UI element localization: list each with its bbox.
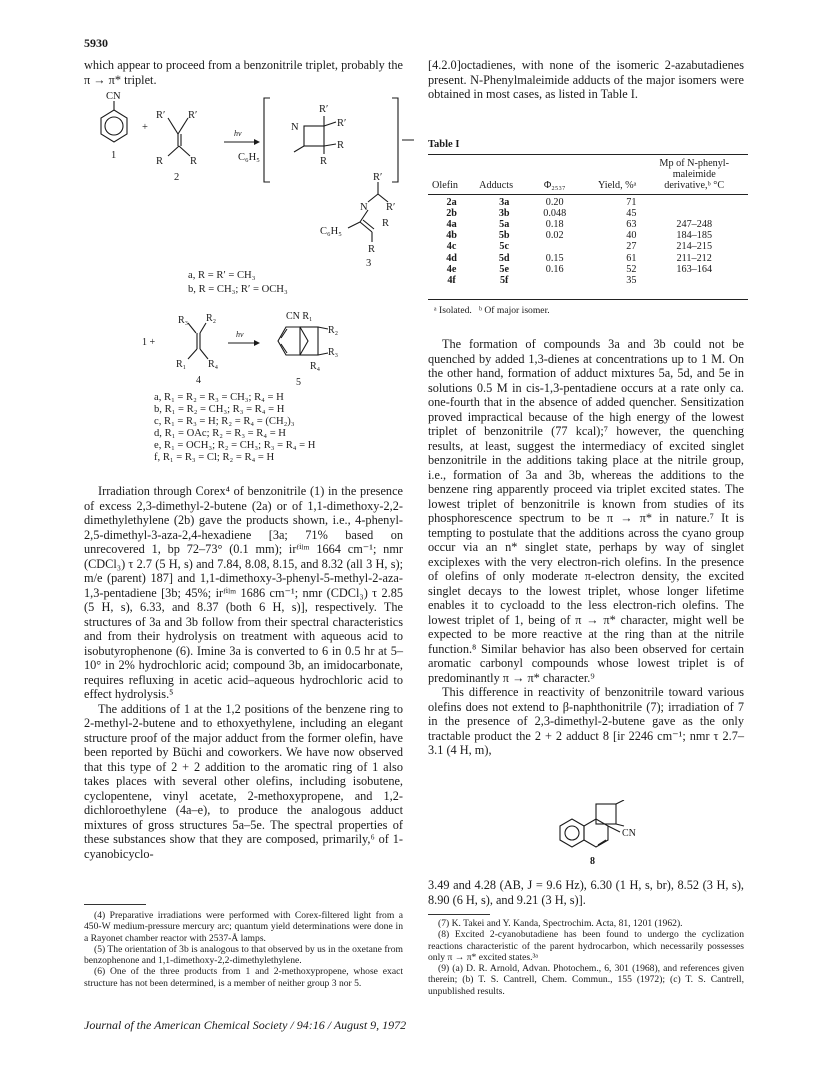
table-top-rule bbox=[428, 154, 748, 155]
left-column-body bbox=[84, 484, 403, 861]
scheme1-cn-label: CN bbox=[106, 91, 121, 102]
r-prime-label: R′ bbox=[188, 110, 198, 121]
journal-footer: Journal of the American Chemical Society / 94:16 / August 9, 1972 bbox=[84, 1018, 407, 1032]
paragraph-nmr-continued: 3.49 and 4.28 (AB, J = 9.6 Hz), 6.30 (1 H, s, br), 8.52 (3 H, s), 8.90 (6 H, s), and 9.21 (3 H, s)]. bbox=[428, 878, 744, 907]
table-row: 2b 3b 0.048 45 bbox=[446, 207, 637, 219]
paragraph-octadienes: [4.2.0]octadienes, with none of the isomeric 2-azabutadienes present. N-Phenylmaleimide adducts of the major isomers were obtained in most cases, as listed in Table I. bbox=[428, 58, 744, 101]
r-prime-label: R′ bbox=[373, 172, 383, 183]
footnote-8: (8) Excited 2-cyanobutadiene has been found to undergo the cyclization reactions characteristic of the parent hydrocarbon, which necessarily possesses only π → π* excited states.³ᵃ bbox=[428, 929, 744, 963]
right-footnotes bbox=[428, 918, 744, 997]
r-label: R bbox=[337, 140, 345, 151]
left-footnote-rule bbox=[84, 904, 146, 905]
cn-r1-label: CN R₁ bbox=[286, 311, 313, 322]
product-3-structure bbox=[320, 170, 410, 270]
page-number: 5930 bbox=[84, 36, 108, 50]
right-column-tail bbox=[428, 878, 744, 907]
n-label: N bbox=[291, 122, 299, 133]
footnote-9: (9) (a) D. R. Arnold, Advan. Photochem., 6, 301 (1968), and references given therein; (b) T. S. Cantrell, Chem. Commun., 155 (1972); (c) T. S. Cantrell, unpublished results. bbox=[428, 963, 744, 997]
left-footnotes bbox=[84, 910, 403, 989]
table-header-mp-2 bbox=[428, 169, 748, 180]
compound-3-label: 3 bbox=[366, 258, 372, 269]
compound-2-label: 2 bbox=[174, 172, 180, 183]
definition-5d: d, R₁ = OAc; R₂ = R₃ = R₄ = H bbox=[154, 428, 286, 439]
r-label: R bbox=[382, 218, 390, 229]
c6h5-label: C₆H₅ bbox=[320, 226, 342, 237]
header-yield: Yield, %ᵃ bbox=[598, 180, 637, 192]
header-mp-line3: derivative,ᵇ °C bbox=[664, 180, 725, 192]
r1-label: R₁ bbox=[176, 359, 187, 370]
compound-1-label: 1 bbox=[111, 150, 117, 161]
reactant-1-plus: 1 + bbox=[142, 337, 156, 348]
table-row: 2a 3a 0.20 71 bbox=[446, 196, 637, 208]
paragraph-naphthonitrile: This difference in reactivity of benzonitrile toward various olefins does not extend to β-naphthonitrile (7); irradiation of 7 in the presence of 2,3-dimethyl-2-butene gave as the only tractable product the 2 + 2 adduct 8 [ir 2246 cm⁻¹; nmr τ 2.7–3.1 (4 H, m), bbox=[428, 685, 744, 757]
cn-label: CN bbox=[622, 828, 636, 839]
table-row: 4a 5a 0.18 63 247–248 bbox=[446, 219, 713, 231]
definition-5e: e, R₁ = OCH₃; R₂ = CH₃; R₃ = R₄ = H bbox=[154, 440, 316, 451]
definition-5b: b, R₁ = R₂ = CH₃; R₃ = R₄ = H bbox=[154, 404, 285, 415]
r3-label: R₃ bbox=[328, 347, 339, 358]
hv-label: hν bbox=[236, 330, 244, 339]
table-footnote: ᵃ Isolated. ᵇ Of major isomer. bbox=[434, 305, 550, 316]
r-label: R bbox=[320, 156, 328, 167]
header-mp-line1: Mp of N-phenyl- bbox=[659, 158, 730, 169]
paragraph-quenching: The formation of compounds 3a and 3b could not be quenched by added 1,3-dienes at concentrations up to 1 M. On the other hand, formation of adduct mixtures 5a, 5d, and 5e in solutions 0.5 M in cis-1,3-pentadiene occurs at a rate only ca. one-fourth that in the absence of added quencher. Sensitization proved impractical because of the high energy of the lowest triplet of benzonitrile (77 kcal);⁷ however, the quenching results, at least, suggest the intermediacy of excited singlet benzonitrile in the additions taking place at the nitrile group, i.e., formation of 3a and 3b, whereas the additions to the benzene ring apparently proceed via triplet excited states. The lowest triplet of benzonitrile is known from studies of its phosphorescence spectrum to be π → π* in nature.⁷ It is tempting to postulate that the additions across the cyano group occur via an n* singlet state, perhaps by way of singlet exciplexes with the very electron-rich olefins. In the presence of olefins of only moderate π-electron density, the excited singlet decays to the lowest triplet, whose longer lifetime enables it to cycloadd to the less electron-rich olefins. The lowest triplet of 1, being of π → π* character, might well be expected to be more reactive at the ring than at the nitrile function.⁸ Similar behavior has also been observed for certain aromatic carbonyl compounds whose lowest triplet is of predominantly π → π* character.⁹ bbox=[428, 337, 744, 685]
table-row: 4b 5b 0.02 40 184–185 bbox=[446, 230, 713, 242]
r-label: R bbox=[368, 244, 376, 255]
left-column-intro bbox=[84, 58, 403, 87]
table-bottom-rule bbox=[428, 299, 748, 300]
footnote-7: (7) K. Takei and Y. Kanda, Spectrochim. Acta, 81, 1201 (1962). bbox=[438, 918, 683, 929]
definition-3b: b, R = CH₃; R′ = OCH₃ bbox=[188, 284, 288, 295]
hv-label: hν bbox=[234, 129, 242, 138]
right-footnote-rule bbox=[428, 914, 490, 915]
r-label: R bbox=[190, 156, 198, 167]
azetine-intermediate bbox=[294, 116, 336, 154]
compound-8-label: 8 bbox=[590, 856, 595, 867]
benzonitrile-structure bbox=[101, 101, 127, 142]
table-body bbox=[428, 197, 748, 287]
definition-5a: a, R₁ = R₂ = R₃ = CH₃; R₄ = H bbox=[154, 392, 284, 403]
olefin-4-structure bbox=[188, 323, 208, 359]
r-prime-label: R′ bbox=[337, 118, 347, 129]
right-column-body bbox=[428, 337, 744, 758]
header-adducts: Adducts bbox=[479, 180, 514, 192]
r4-label: R₄ bbox=[310, 361, 321, 372]
n-label: N bbox=[360, 202, 368, 213]
r-prime-label: R′ bbox=[156, 110, 166, 121]
intro-paragraph: which appear to proceed from a benzonitrile triplet, probably the π → π* triplet. bbox=[84, 58, 403, 87]
table-1 bbox=[428, 158, 748, 286]
r-prime-label: R′ bbox=[319, 104, 329, 115]
table-caption: Table I bbox=[428, 139, 460, 150]
c6h5-label: C₆H₅ bbox=[238, 152, 260, 163]
table-header-mp-1 bbox=[428, 158, 748, 169]
table-row: 4e 5e 0.16 52 163–164 bbox=[446, 263, 713, 275]
r2-label: R₂ bbox=[206, 313, 217, 324]
r3-label: R₃ bbox=[178, 315, 189, 326]
footnote-6: (6) One of the three products from 1 and 2-methoxypropene, whose exact structure has not been determined, is a member of neither group 3 nor 5. bbox=[84, 966, 403, 989]
compound-8-structure bbox=[540, 800, 680, 880]
r-prime-label: R′ bbox=[386, 202, 396, 213]
right-column-intro bbox=[428, 58, 744, 102]
table-row: 4f 5f 35 bbox=[447, 275, 637, 287]
compound-4-label: 4 bbox=[196, 375, 201, 386]
paragraph-additions: The additions of 1 at the 1,2 positions of the benzene ring to 2-methyl-2-butene and to ethoxyethylene, including an elegant structure proof of the major adduct from the former olefin, have been reported by Büchi and coworkers. We have now observed that this type of 2 + 2 addition to the aromatic ring of 1 also takes places with several other olefins, including isobutene, cyclopentene, vinyl acetate, 2-methoxypropene, and 1,2-dichloroethylene (4a–e), to produce the analogous adduct mixtures of gross structures 5a–5e. The spectral properties of these substances show that they are composed, primarily,⁶ of 1-cyanobicyclo- bbox=[84, 701, 403, 861]
bicyclooctadiene-structure bbox=[278, 327, 328, 355]
footnote-5: (5) The orientation of 3b is analogous to that observed by us in the oxetane from benzophenone and 1,1-dimethoxy-2,2-dimethylethylene. bbox=[84, 943, 403, 967]
header-quantum-yield: Φ₂₅₃₇ bbox=[543, 180, 566, 192]
svg-text:+: + bbox=[142, 122, 148, 133]
table-row: 4c 5c 27 214–215 bbox=[446, 241, 713, 253]
olefin-2-structure bbox=[168, 118, 190, 156]
footnote-4: (4) Preparative irradiations were performed with Corex-filtered light from a 450-W medium-pressure mercury arc; quantum yield determinations were done in a Rayonet chamber reactor with 2537-Å lamps. bbox=[84, 910, 403, 944]
reaction-scheme-2 bbox=[120, 305, 360, 390]
table-header-row bbox=[428, 180, 748, 191]
definition-5f: f, R₁ = R₃ = Cl; R₂ = R₄ = H bbox=[154, 452, 275, 463]
compound-5-label: 5 bbox=[296, 377, 301, 388]
r-label: R bbox=[156, 156, 164, 167]
r4-label: R₄ bbox=[208, 359, 219, 370]
header-mp-line2: maleimide bbox=[672, 169, 716, 181]
table-row: 4d 5d 0.15 61 211–212 bbox=[446, 252, 712, 264]
r2-label: R₂ bbox=[328, 325, 339, 336]
definition-5c: c, R₁ = R₃ = H; R₂ = R₄ = (CH₂)₃ bbox=[154, 416, 295, 427]
header-olefin: Olefin bbox=[432, 180, 459, 192]
paragraph-irradiation: Irradiation through Corex⁴ of benzonitrile (1) in the presence of excess 2,3-dimethyl-2-butene (2a) or of 1,1-dimethoxy-2,2-dimethylethylene (2b) gave the products shown, i.e., 4-phenyl-2,5-dimethyl-3-aza-2,4-hexadiene [3a; 71% based on unrecovered 1, bp 72–73° (0.1 mm); irᶠⁱˡᵐ 1664 cm⁻¹; nmr (CDCl₃) τ 2.7 (5 H, s) and 7.84, 8.08, 8.15, and 8.32 (all 3 H, s); m/e (parent) 187] and 1,1-dimethoxy-3-phenyl-5-methyl-2-aza-1,3-pentadiene [3b; 45%; irᶠⁱˡᵐ 1686 cm⁻¹; nmr (CDCl₃) τ 2.85 (5 H, s), 6.33, and 8.37 (both 6 H, s)], respectively. The structures of 3a and 3b follow from their spectral characteristics and from their hydrolysis on treatment with aqueous acid to isobutyrophenone (6). Imine 3a is converted to 6 in 0.5 hr at 5–10° in 2% hydrochloric acid; compound 3b, an imidocarbonate, requires refluxing in acetic acid–aqueous hydrochloric acid to effect hydrolysis.⁵ bbox=[84, 484, 403, 701]
definition-3a: a, R = R′ = CH₃ bbox=[188, 270, 256, 281]
